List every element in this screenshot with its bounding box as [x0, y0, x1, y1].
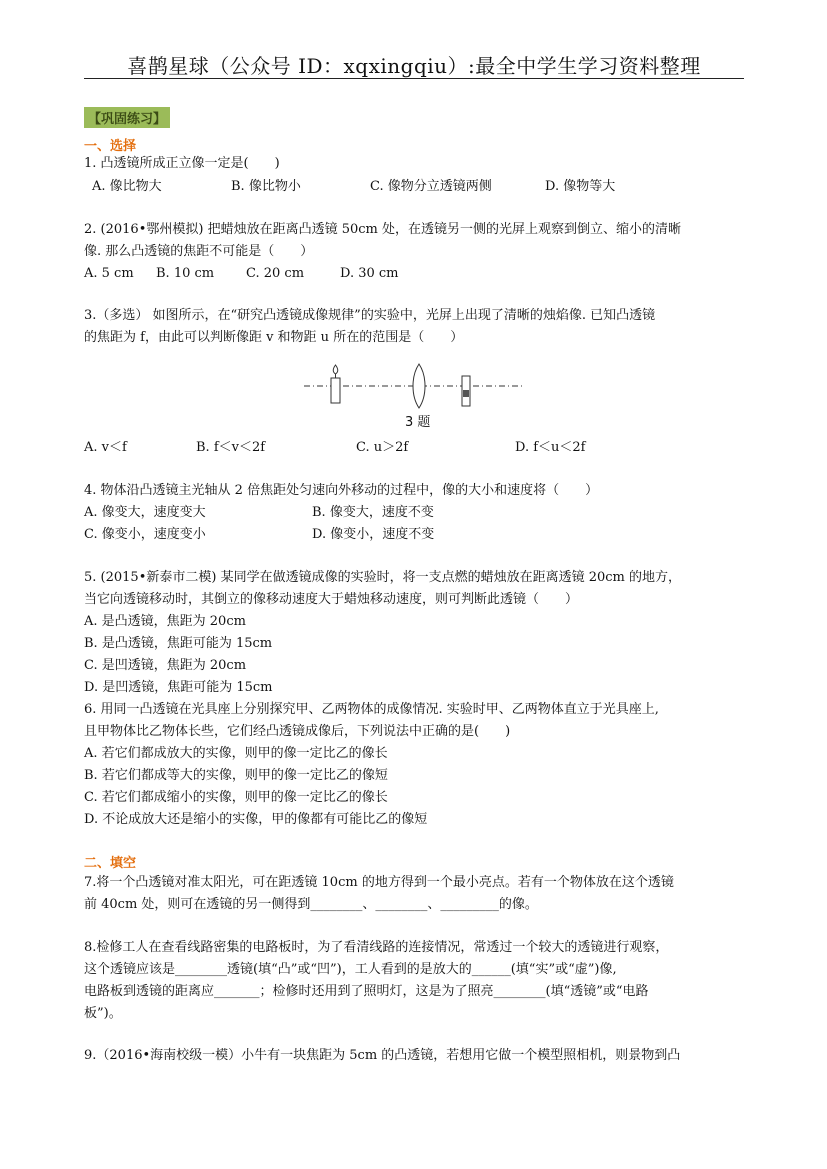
question-8-line-3: 电路板到透镜的距离应_______；检修时还用到了照明灯，这是为了照亮________(填“透镜”或“电路 [84, 984, 649, 999]
question-4-stem: 4. 物体沿凸透镜主光轴从 2 倍焦距处匀速向外移动的过程中，像的大小和速度将（ ） [84, 483, 599, 498]
q6-option-a: A. 若它们都成放大的实像，则甲的像一定比乙的像长 [84, 746, 388, 761]
q2-option-a: A. 5 cm [84, 266, 134, 281]
question-6-line-1: 6. 用同一凸透镜在光具座上分别探究甲、乙两物体的成像情况. 实验时甲、乙两物体直立于光具座上, [84, 702, 659, 717]
question-7-line-2: 前 40cm 处，则可在透镜的另一侧得到________、________、_________的像。 [84, 897, 538, 912]
question-6-line-2: 且甲物体比乙物体长些，它们经凸透镜成像后，下列说法中正确的是( ) [84, 724, 511, 739]
q1-option-d: D. 像物等大 [545, 179, 616, 194]
q6-option-d: D. 不论成放大还是缩小的实像，甲的像都有可能比乙的像短 [84, 812, 428, 827]
question-9-line-1: 9.（2016•海南校级一模）小牛有一块焦距为 5cm 的凸透镜，若想用它做一个模型照相机，则景物到凸 [84, 1048, 681, 1063]
q3-option-b: B. f＜v＜2f [196, 440, 266, 455]
q2-option-c: C. 20 cm [246, 266, 305, 281]
q1-option-c: C. 像物分立透镜两侧 [370, 179, 492, 194]
q5-option-d: D. 是凹透镜，焦距可能为 15cm [84, 680, 273, 695]
q2-option-b: B. 10 cm [156, 266, 215, 281]
optical-bench-diagram [300, 362, 530, 410]
q2-option-d: D. 30 cm [340, 266, 399, 281]
page-header: 喜鹊星球（公众号 ID：xqxingqiu）:最全中学生学习资料整理 [127, 54, 701, 78]
convex-lens-icon [413, 364, 425, 408]
q5-option-a: A. 是凸透镜，焦距为 20cm [84, 614, 246, 629]
q4-option-d: D. 像变小，速度不变 [312, 527, 435, 542]
q3-option-d: D. f＜u＜2f [515, 440, 586, 455]
q3-option-a: A. v＜f [84, 440, 127, 455]
q5-option-b: B. 是凸透镜，焦距可能为 15cm [84, 636, 273, 651]
question-5-line-2: 当它向透镜移动时，其倒立的像移动速度大于蜡烛移动速度，则可判断此透镜（ ） [84, 592, 579, 607]
q4-option-a: A. 像变大，速度变大 [84, 505, 206, 520]
question-3-line-2: 的焦距为 f，由此可以判断像距 v 和物距 u 所在的范围是（ ） [84, 330, 464, 345]
question-2-line-2: 像. 那么凸透镜的焦距不可能是（ ） [84, 244, 314, 259]
question-7-line-1: 7.将一个凸透镜对准太阳光，可在距透镜 10cm 的地方得到一个最小亮点。若有一个物体放在这个透镜 [84, 875, 674, 890]
section-title-fill: 二、填空 [84, 856, 137, 871]
figure-caption: 3 题 [405, 415, 431, 430]
question-1-stem: 1. 凸透镜所成正立像一定是( ) [84, 156, 280, 171]
q1-option-a: A. 像比物大 [92, 179, 162, 194]
candle-icon [331, 365, 340, 403]
question-8-line-1: 8.检修工人在查看线路密集的电路板时，为了看清线路的连接情况，常透过一个较大的透镜进行观察， [84, 940, 669, 955]
image-screen-icon [462, 376, 470, 406]
question-2-line-1: 2. (2016•鄂州模拟) 把蜡烛放在距离凸透镜 50cm 处，在透镜另一侧的光屏上观察到倒立、缩小的清晰 [84, 222, 681, 237]
section-tag: 【巩固练习】 [84, 107, 170, 128]
q4-option-c: C. 像变小，速度变小 [84, 527, 206, 542]
q5-option-c: C. 是凹透镜，焦距为 20cm [84, 658, 247, 673]
q6-option-b: B. 若它们都成等大的实像，则甲的像一定比乙的像短 [84, 768, 388, 783]
q4-option-b: B. 像变大，速度不变 [312, 505, 434, 520]
question-8-line-4: 板”)。 [84, 1006, 122, 1021]
q3-option-c: C. u＞2f [356, 440, 409, 455]
question-8-line-2: 这个透镜应该是________透镜(填“凸”或“凹”)，工人看到的是放大的______(填“实”或“虚”)像, [84, 962, 617, 977]
header-divider [84, 78, 744, 79]
question-5-line-1: 5. (2015•新泰市二模) 某同学在做透镜成像的实验时，将一支点燃的蜡烛放在距离透镜 20cm 的地方， [84, 570, 681, 585]
q1-option-b: B. 像比物小 [231, 179, 301, 194]
q6-option-c: C. 若它们都成缩小的实像，则甲的像一定比乙的像长 [84, 790, 388, 805]
question-3-line-1: 3.（多选） 如图所示，在“研究凸透镜成像规律”的实验中，光屏上出现了清晰的烛焰像. 已知凸透镜 [84, 308, 656, 323]
section-title-choice: 一、选择 [84, 139, 137, 154]
